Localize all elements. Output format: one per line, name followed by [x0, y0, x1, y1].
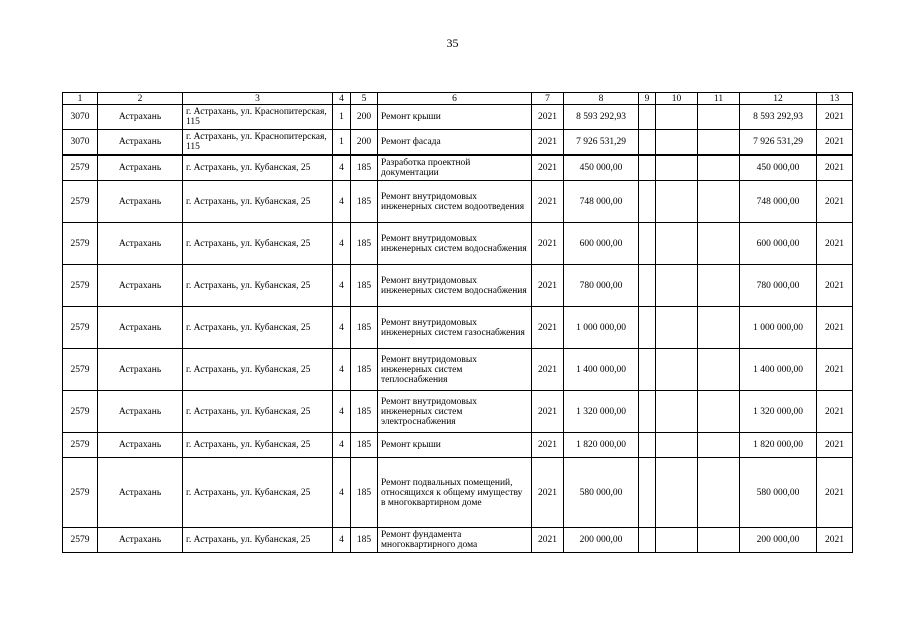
table-row [63, 105, 853, 130]
cell-total: 7 926 531,29 [740, 130, 817, 156]
cell-year-end: 2021 [817, 528, 853, 553]
cell-work-type: Ремонт внутридомовых инженерных систем водоснабжения [378, 223, 532, 265]
cell-city: Астрахань [98, 130, 183, 156]
cell-col9 [639, 458, 656, 528]
cell-col10 [656, 105, 698, 130]
cell-work-type: Ремонт подвальных помещений, относящихся к общему имуществу в многоквартирном доме [378, 458, 532, 528]
cell-year-end: 2021 [817, 181, 853, 223]
cell-work-type: Ремонт крыши [378, 105, 532, 130]
cell-col5: 185 [351, 349, 378, 391]
cell-col4: 4 [333, 349, 351, 391]
cell-cost: 1 820 000,00 [564, 433, 639, 458]
cell-city: Астрахань [98, 391, 183, 433]
cell-address: г. Астрахань, ул. Краснопитерская, 115 [183, 130, 333, 156]
cell-cost: 450 000,00 [564, 155, 639, 181]
cell-col10 [656, 223, 698, 265]
cell-col5: 185 [351, 528, 378, 553]
cell-id: 2579 [63, 223, 98, 265]
table-row [63, 307, 853, 349]
cell-col4: 4 [333, 458, 351, 528]
cell-col9 [639, 130, 656, 156]
cell-col11 [698, 349, 740, 391]
cell-col11 [698, 223, 740, 265]
cell-work-type: Ремонт фасада [378, 130, 532, 156]
cell-address: г. Астрахань, ул. Кубанская, 25 [183, 155, 333, 181]
cell-col4: 4 [333, 391, 351, 433]
cell-cost: 8 593 292,93 [564, 105, 639, 130]
cell-year: 2021 [532, 181, 564, 223]
cell-col10 [656, 433, 698, 458]
cell-col5: 185 [351, 181, 378, 223]
header-cell: 11 [698, 93, 740, 105]
cell-work-type: Ремонт внутридомовых инженерных систем теплоснабжения [378, 349, 532, 391]
cell-address: г. Астрахань, ул. Кубанская, 25 [183, 265, 333, 307]
cell-col4: 4 [333, 155, 351, 181]
cell-work-type: Разработка проектной документации [378, 155, 532, 181]
cell-id: 2579 [63, 307, 98, 349]
cell-col10 [656, 181, 698, 223]
cell-address: г. Астрахань, ул. Кубанская, 25 [183, 349, 333, 391]
cell-total: 8 593 292,93 [740, 105, 817, 130]
cell-cost: 7 926 531,29 [564, 130, 639, 156]
cell-year: 2021 [532, 433, 564, 458]
cell-id: 2579 [63, 181, 98, 223]
cell-col11 [698, 307, 740, 349]
cell-address: г. Астрахань, ул. Кубанская, 25 [183, 307, 333, 349]
cell-address: г. Астрахань, ул. Краснопитерская, 115 [183, 105, 333, 130]
cell-col5: 185 [351, 458, 378, 528]
cell-col10 [656, 349, 698, 391]
cell-year: 2021 [532, 458, 564, 528]
cell-col10 [656, 130, 698, 156]
table-row [63, 130, 853, 156]
cell-id: 2579 [63, 265, 98, 307]
cell-year: 2021 [532, 528, 564, 553]
cell-total: 580 000,00 [740, 458, 817, 528]
cell-address: г. Астрахань, ул. Кубанская, 25 [183, 223, 333, 265]
cell-city: Астрахань [98, 458, 183, 528]
cell-col11 [698, 528, 740, 553]
header-cell: 7 [532, 93, 564, 105]
header-cell: 6 [378, 93, 532, 105]
header-cell: 1 [63, 93, 98, 105]
cell-id: 2579 [63, 458, 98, 528]
cell-col10 [656, 458, 698, 528]
cell-work-type: Ремонт внутридомовых инженерных систем газоснабжения [378, 307, 532, 349]
cell-col4: 4 [333, 223, 351, 265]
cell-col10 [656, 528, 698, 553]
cell-address: г. Астрахань, ул. Кубанская, 25 [183, 528, 333, 553]
cell-city: Астрахань [98, 265, 183, 307]
cell-year: 2021 [532, 155, 564, 181]
cell-city: Астрахань [98, 349, 183, 391]
table-row [63, 528, 853, 553]
cell-year: 2021 [532, 223, 564, 265]
cell-year: 2021 [532, 265, 564, 307]
cell-col4: 1 [333, 105, 351, 130]
table-row [63, 349, 853, 391]
cell-col9 [639, 105, 656, 130]
cell-cost: 1 000 000,00 [564, 307, 639, 349]
cell-city: Астрахань [98, 307, 183, 349]
header-cell: 3 [183, 93, 333, 105]
cell-cost: 200 000,00 [564, 528, 639, 553]
header-cell: 12 [740, 93, 817, 105]
cell-year: 2021 [532, 105, 564, 130]
cell-total: 748 000,00 [740, 181, 817, 223]
cell-col9 [639, 181, 656, 223]
cell-col4: 4 [333, 528, 351, 553]
cell-col4: 4 [333, 181, 351, 223]
cell-work-type: Ремонт внутридомовых инженерных систем электроснабжения [378, 391, 532, 433]
table-row [63, 458, 853, 528]
cell-cost: 600 000,00 [564, 223, 639, 265]
cell-col10 [656, 155, 698, 181]
cell-work-type: Ремонт внутридомовых инженерных систем водоотведения [378, 181, 532, 223]
cell-id: 2579 [63, 349, 98, 391]
cell-col5: 200 [351, 130, 378, 156]
cell-work-type: Ремонт крыши [378, 433, 532, 458]
cell-col9 [639, 265, 656, 307]
cell-total: 200 000,00 [740, 528, 817, 553]
cell-col10 [656, 307, 698, 349]
cell-col4: 4 [333, 433, 351, 458]
cell-col5: 185 [351, 155, 378, 181]
cell-col9 [639, 155, 656, 181]
table-row [63, 155, 853, 181]
cell-col11 [698, 433, 740, 458]
cell-year-end: 2021 [817, 349, 853, 391]
header-cell: 13 [817, 93, 853, 105]
cell-col11 [698, 458, 740, 528]
cell-col4: 1 [333, 130, 351, 156]
header-row [63, 93, 853, 105]
cell-cost: 748 000,00 [564, 181, 639, 223]
cell-total: 1 320 000,00 [740, 391, 817, 433]
cell-total: 600 000,00 [740, 223, 817, 265]
cell-cost: 780 000,00 [564, 265, 639, 307]
cell-col4: 4 [333, 307, 351, 349]
cell-col11 [698, 391, 740, 433]
cell-year-end: 2021 [817, 105, 853, 130]
header-cell: 2 [98, 93, 183, 105]
repair-schedule-table [62, 92, 853, 553]
cell-id: 3070 [63, 105, 98, 130]
cell-year: 2021 [532, 130, 564, 156]
cell-cost: 1 400 000,00 [564, 349, 639, 391]
table-row [63, 223, 853, 265]
cell-col9 [639, 528, 656, 553]
cell-col4: 4 [333, 265, 351, 307]
cell-col5: 185 [351, 391, 378, 433]
cell-year-end: 2021 [817, 458, 853, 528]
cell-col11 [698, 105, 740, 130]
cell-year-end: 2021 [817, 433, 853, 458]
cell-total: 1 000 000,00 [740, 307, 817, 349]
cell-year-end: 2021 [817, 223, 853, 265]
cell-year-end: 2021 [817, 391, 853, 433]
cell-total: 1 820 000,00 [740, 433, 817, 458]
cell-city: Астрахань [98, 105, 183, 130]
cell-col9 [639, 349, 656, 391]
cell-year: 2021 [532, 307, 564, 349]
cell-id: 2579 [63, 155, 98, 181]
cell-id: 2579 [63, 528, 98, 553]
cell-col5: 185 [351, 307, 378, 349]
cell-address: г. Астрахань, ул. Кубанская, 25 [183, 181, 333, 223]
cell-col11 [698, 130, 740, 156]
header-cell: 10 [656, 93, 698, 105]
table-row [63, 391, 853, 433]
cell-year-end: 2021 [817, 307, 853, 349]
header-cell: 4 [333, 93, 351, 105]
table-row [63, 181, 853, 223]
header-cell: 8 [564, 93, 639, 105]
cell-year-end: 2021 [817, 265, 853, 307]
cell-city: Астрахань [98, 223, 183, 265]
header-cell: 9 [639, 93, 656, 105]
cell-year-end: 2021 [817, 130, 853, 156]
cell-cost: 1 320 000,00 [564, 391, 639, 433]
cell-address: г. Астрахань, ул. Кубанская, 25 [183, 458, 333, 528]
cell-total: 780 000,00 [740, 265, 817, 307]
table-row [63, 265, 853, 307]
cell-col9 [639, 223, 656, 265]
cell-city: Астрахань [98, 181, 183, 223]
cell-col5: 185 [351, 265, 378, 307]
cell-col11 [698, 181, 740, 223]
table-row [63, 433, 853, 458]
cell-col5: 185 [351, 223, 378, 265]
cell-work-type: Ремонт внутридомовых инженерных систем водоснабжения [378, 265, 532, 307]
header-cell: 5 [351, 93, 378, 105]
cell-col10 [656, 265, 698, 307]
page-number: 35 [446, 36, 459, 50]
cell-col11 [698, 265, 740, 307]
cell-col5: 200 [351, 105, 378, 130]
cell-city: Астрахань [98, 433, 183, 458]
cell-city: Астрахань [98, 155, 183, 181]
cell-total: 450 000,00 [740, 155, 817, 181]
cell-id: 2579 [63, 391, 98, 433]
cell-col9 [639, 307, 656, 349]
cell-col5: 185 [351, 433, 378, 458]
cell-col10 [656, 391, 698, 433]
cell-col11 [698, 155, 740, 181]
cell-id: 2579 [63, 433, 98, 458]
cell-year-end: 2021 [817, 155, 853, 181]
cell-address: г. Астрахань, ул. Кубанская, 25 [183, 391, 333, 433]
cell-address: г. Астрахань, ул. Кубанская, 25 [183, 433, 333, 458]
cell-id: 3070 [63, 130, 98, 156]
cell-col9 [639, 433, 656, 458]
cell-total: 1 400 000,00 [740, 349, 817, 391]
cell-col9 [639, 391, 656, 433]
cell-work-type: Ремонт фундамента многоквартирного дома [378, 528, 532, 553]
cell-year: 2021 [532, 391, 564, 433]
cell-city: Астрахань [98, 528, 183, 553]
cell-year: 2021 [532, 349, 564, 391]
cell-cost: 580 000,00 [564, 458, 639, 528]
